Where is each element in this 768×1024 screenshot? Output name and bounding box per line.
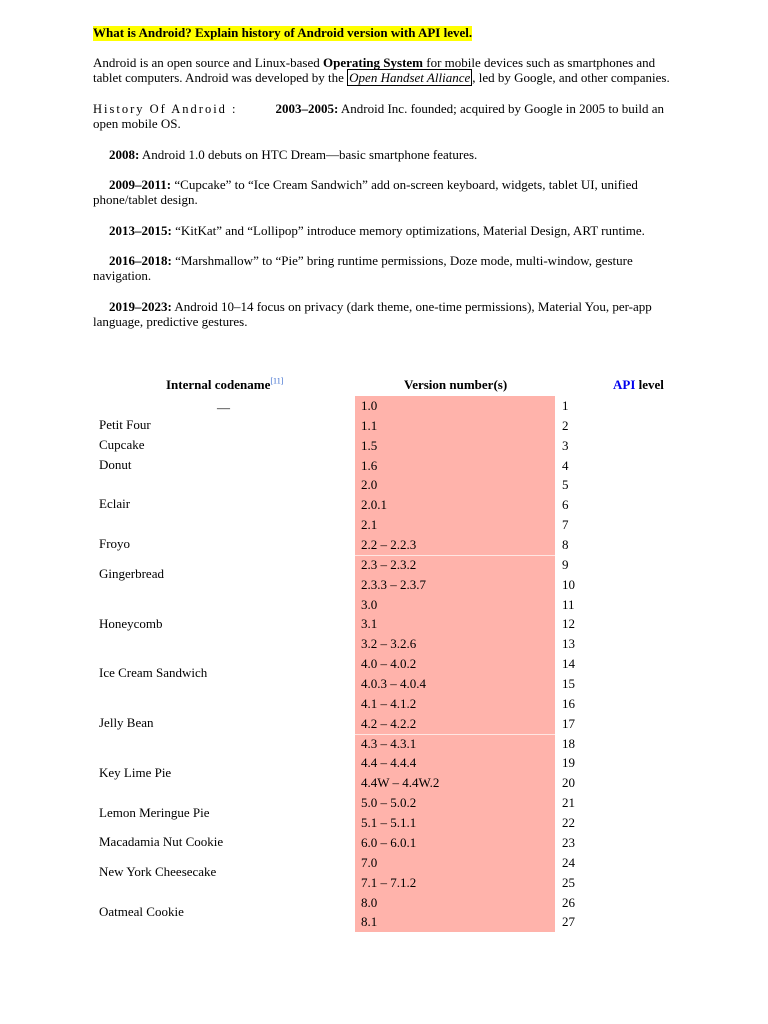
history-item-3 [93,224,673,239]
version-cell: 1.5 [361,437,378,453]
api-level-cell: 6 [562,497,569,513]
api-level-cell: 15 [562,676,575,692]
api-level-cell: 8 [562,537,569,553]
codename-eclair: Eclair [99,496,131,511]
history-item-2 [93,178,673,207]
codename-lemon-meringue-pie: Lemon Meringue Pie [99,805,210,820]
codename-key-lime-pie: Key Lime Pie [99,765,172,780]
api-level-cell: 26 [562,894,575,910]
intro-text-1: Android is an open source and Linux-based [93,55,323,70]
history-years: 2009–2011: [109,177,172,192]
api-level-cell: 20 [562,775,575,791]
history-label: History Of Android : [93,102,238,116]
history-years: 2008: [109,147,140,162]
history-text: “Marshmallow” to “Pie” bring runtime permissions, Doze mode, multi-window, gesture navigation. [93,253,633,283]
history-item-1 [93,148,673,163]
api-level-cell: 22 [562,815,575,831]
codename-honeycomb: Honeycomb [99,616,163,631]
header-api-level [613,378,664,393]
api-level-cell: 27 [562,914,575,930]
history-text: “Cupcake” to “Ice Cream Sandwich” add on-screen keyboard, widgets, tablet UI, unified phone/tablet design. [93,177,638,207]
version-cell: 1.0 [361,398,378,413]
api-level-cell: 17 [562,715,575,731]
version-cell: 2.0.1 [361,497,387,513]
api-level-cell: 13 [562,636,575,652]
codename-oatmeal-cookie: Oatmeal Cookie [99,904,184,919]
codename-cupcake: Cupcake [99,437,145,452]
api-level-cell: 12 [562,616,575,632]
version-cell: 2.2 – 2.2.3 [361,537,417,553]
header-codename-text: Internal codename [166,377,271,392]
version-cell: 8.0 [361,894,378,910]
version-cell: 5.0 – 5.0.2 [361,795,417,811]
version-cell: 3.0 [361,596,378,612]
version-cell: 1.6 [361,457,378,473]
version-cell: 2.3.3 – 2.3.7 [361,576,426,592]
api-level-cell: 25 [562,874,575,890]
history-item-5 [93,300,673,329]
version-cell: 1.1 [361,417,378,433]
version-cell: 4.1 – 4.1.2 [361,695,417,711]
api-level-cell: 21 [562,795,575,811]
version-cell: 4.0 – 4.0.2 [361,656,417,672]
api-level-cell: 2 [562,417,569,433]
version-cell: 3.2 – 3.2.6 [361,636,417,652]
history-years: 2003–2005: [275,101,339,116]
api-level-cell: 5 [562,477,569,493]
version-cell: 3.1 [361,616,378,632]
version-cell: 4.4W – 4.4W.2 [361,775,440,791]
history-item-0 [93,102,673,131]
codename-new-york-cheesecake: New York Cheesecake [99,864,217,879]
codename-reference-link[interactable]: [11] [270,376,284,386]
history-text: Android 10–14 focus on privacy (dark theme, one-time permissions), Material You, per-app language, predictive gestures. [93,299,652,329]
api-level-cell: 10 [562,576,575,592]
version-cell: 2.3 – 2.3.2 [361,556,417,572]
history-years: 2016–2018: [109,253,172,268]
api-level-cell: 24 [562,854,575,870]
intro-text-2: for mobile devices such as smartphones and tablet computers. Android was developed by the [93,55,656,85]
api-link[interactable]: API [613,377,636,392]
api-level-cell: 1 [562,398,569,413]
codename-petit-four: Petit Four [99,417,151,432]
api-level-cell: 18 [562,735,575,751]
codename-ice-cream-sandwich: Ice Cream Sandwich [99,665,208,680]
history-text: Android 1.0 debuts on HTC Dream—basic smartphone features. [139,147,478,162]
version-cell: 5.1 – 5.1.1 [361,815,417,831]
api-level-cell: 3 [562,437,569,453]
header-internal-codename [166,378,283,393]
version-cell: 7.1 – 7.1.2 [361,874,417,890]
api-level-cell: 23 [562,834,575,850]
open-handset-alliance-link[interactable]: Open Handset Alliance [349,69,471,85]
api-level-cell: 16 [562,695,575,711]
api-level-cell: 14 [562,656,575,672]
codename-froyo: Froyo [99,536,131,551]
api-level-cell: 7 [562,517,569,533]
api-level-cell: 4 [562,457,569,473]
version-cell: 4.2 – 4.2.2 [361,715,417,731]
header-version-numbers: Version number(s) [404,377,508,392]
history-text: Android Inc. founded; acquired by Google in 2005 to build an open mobile OS. [93,101,665,131]
history-years: 2019–2023: [109,299,172,314]
version-cell: 8.1 [361,914,378,930]
history-item-4 [93,254,673,283]
codename-donut: Donut [99,457,132,472]
codename-none: — [217,400,230,415]
intro-text-3: , led by Google, and other companies. [472,69,670,85]
intro-paragraph [93,56,673,85]
operating-system-bold: Operating System [322,55,424,70]
version-cell: 4.4 – 4.4.4 [361,755,417,771]
version-cell: 7.0 [361,854,378,870]
version-cell: 2.0 [361,477,378,493]
version-cell: 4.3 – 4.3.1 [361,735,417,751]
history-text: “KitKat” and “Lollipop” introduce memory optimizations, Material Design, ART runtime. [171,223,645,238]
codename-jelly-bean: Jelly Bean [99,715,154,730]
codename-gingerbread: Gingerbread [99,566,164,581]
header-api-rest: level [635,377,664,392]
api-level-cell: 9 [562,556,569,572]
api-level-cell: 19 [562,755,575,771]
version-cell: 6.0 – 6.0.1 [361,834,417,850]
codename-macadamia-nut-cookie: Macadamia Nut Cookie [99,834,224,849]
page-title: What is Android? Explain history of Android version with API level. [93,25,473,40]
version-cell: 4.0.3 – 4.0.4 [361,676,426,692]
version-cell: 2.1 [361,517,378,533]
history-years: 2013–2015: [109,223,172,238]
api-level-cell: 11 [562,596,575,612]
